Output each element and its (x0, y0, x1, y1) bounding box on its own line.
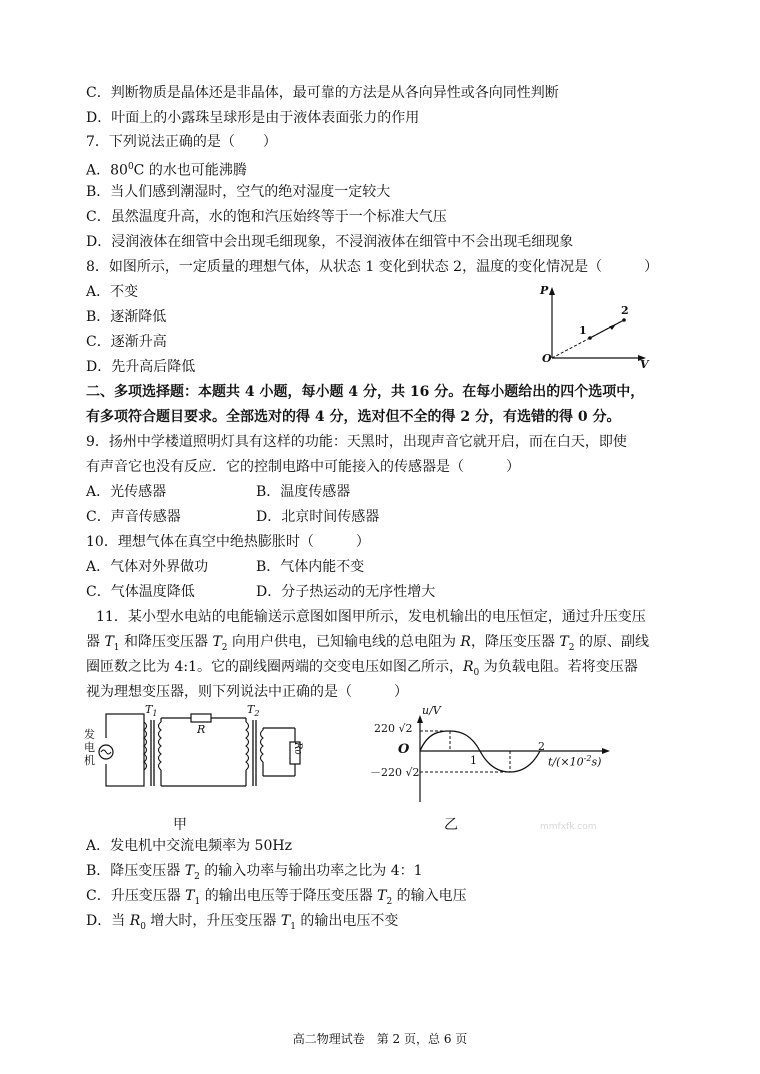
voltage-waveform (368, 706, 618, 806)
q10-option-c: C．气体温度降低 (86, 584, 195, 600)
q8-option-d: D．先升高后降低 (86, 359, 196, 375)
q6-option-c: C．判断物质是晶体还是非晶体，最可靠的方法是从各向异性或各向同性判断 (86, 85, 559, 101)
circuit-diagram (84, 703, 314, 806)
q10-option-b: B．气体内能不变 (256, 559, 365, 575)
page-footer: 高二物理试卷 第 2 页，总 6 页 (292, 1032, 468, 1046)
t2-label: $T_2$ (247, 703, 260, 719)
q9-stem-line1: 9．扬州中学楼道照明灯具有这样的功能：天黑时，出现声音它就开启，而在白天，即使 (86, 434, 627, 450)
q7-option-a: A．$80^0C$ 的水也可能沸腾 (86, 162, 247, 179)
q11-stem-line2: 器 $T_1$ 和降压变压器 $T_2$ 向用户供电，已知输电线的总电阻为 R，降压变压器 $T_2$ 的原、副线 (86, 634, 649, 653)
section2-heading-line2: 有多项符合题目要求。全部选对的得 4 分，选对但不全的得 2 分，有选错的得 0 分。 (86, 409, 621, 425)
pv-diagram (532, 282, 660, 374)
t-axis-label: $t/(\times 10^{-2}s)$ (548, 754, 602, 769)
q9-stem-line2: 有声音它也没有反应．它的控制电路中可能接入的传感器是（ ） (86, 459, 520, 475)
q9-option-a: A．光传感器 (86, 484, 167, 500)
u-axis-label: u/V (422, 704, 441, 717)
t1-label: $T_1$ (145, 703, 158, 719)
section2-heading-line1: 二、多项选择题：本题共 4 小题，每小题 4 分，共 16 分。在每小题给出的四个选项中， (86, 384, 645, 400)
q8-option-c: C．逐渐升高 (86, 334, 167, 350)
figure-jia-caption: 甲 (173, 817, 187, 833)
q8-stem: 8．如图所示，一定质量的理想气体，从状态 1 变化到状态 2，温度的变化情况是（ ） (86, 259, 659, 275)
watermark: mmfxfk.com (540, 822, 597, 832)
figure-yi-caption: 乙 (444, 817, 458, 833)
q9-option-c: C．声音传感器 (86, 509, 181, 525)
q10-option-a: A．气体对外界做功 (86, 559, 209, 575)
q8-option-a: A．不变 (86, 284, 139, 300)
pos-peak-label: 220 √2 (374, 722, 413, 735)
q9-option-d: D．北京时间传感器 (256, 509, 380, 525)
q11-option-c: C．升压变压器 $T_1$ 的输出电压等于降压变压器 $T_2$ 的输入电压 (86, 888, 467, 907)
tick-2-label: 2 (538, 740, 545, 753)
p-axis-label: P (540, 284, 549, 297)
q7-option-b: B．当人们感到潮湿时，空气的绝对湿度一定较大 (86, 184, 391, 200)
q11-option-a: A．发电机中交流电频率为 50Hz (86, 838, 292, 854)
q11-stem-line4: 视为理想变压器，则下列说法中正确的是（ ） (86, 684, 408, 700)
q7-option-d: D．浸润液体在细管中会出现毛细现象，不浸润液体在细管中不会出现毛细现象 (86, 234, 574, 250)
r-label: R (197, 723, 206, 736)
v-axis-label: V (640, 358, 649, 371)
q11-stem-line1: 11．某小型水电站的电能输送示意图如图甲所示，发电机输出的电压恒定，通过升压变压 (96, 609, 646, 625)
state1-label: 1 (579, 324, 587, 337)
wave-origin-label: O (398, 742, 410, 757)
q6-option-d: D．叶面上的小露珠呈球形是由于液体表面张力的作用 (86, 110, 420, 126)
q11-option-b: B．降压变压器 $T_2$ 的输入功率与输出功率之比为 4：1 (86, 863, 423, 882)
neg-peak-label: －220 √2 (370, 766, 420, 779)
q7-option-c: C．虽然温度升高，水的饱和汽压始终等于一个标准大气压 (86, 209, 447, 225)
q10-stem: 10．理想气体在真空中绝热膨胀时（ ） (86, 534, 370, 550)
origin-label: O (542, 352, 552, 365)
q9-option-b: B．温度传感器 (256, 484, 351, 500)
q7-stem: 7．下列说法正确的是（ ） (86, 134, 277, 150)
generator-label: 发电机 (84, 728, 95, 767)
r0-label: R0 (292, 742, 303, 755)
tick-1-label: 1 (470, 754, 477, 767)
state2-label: 2 (621, 304, 629, 317)
q11-stem-line3: 圈匝数之比为 4:1。它的副线圈两端的交变电压如图乙所示，$R_0$ 为负载电阻。若将变压器 (86, 659, 638, 678)
q11-option-d: D．当 $R_0$ 增大时，升压变压器 $T_1$ 的输出电压不变 (86, 913, 399, 932)
q10-option-d: D．分子热运动的无序性增大 (256, 584, 436, 600)
q8-option-b: B．逐渐降低 (86, 309, 167, 325)
